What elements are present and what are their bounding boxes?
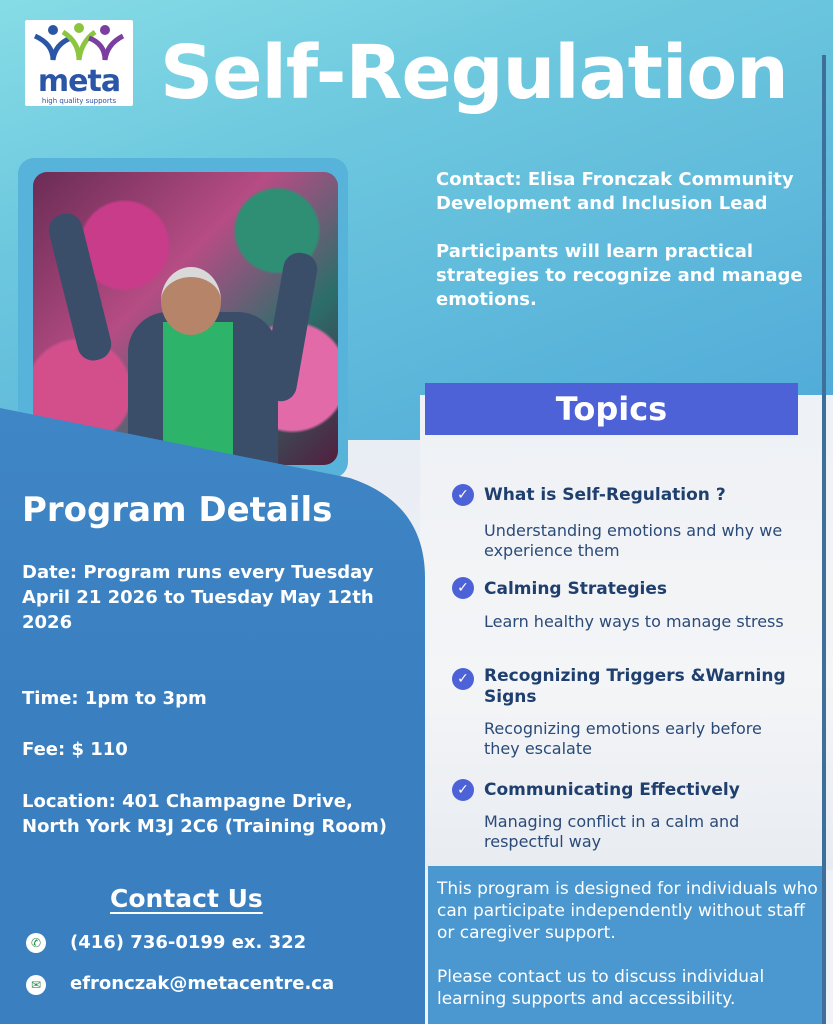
note-accessibility: Please contact us to discuss individual learning supports and accessibility. (437, 967, 765, 1009)
logo-tagline: high quality supports (41, 97, 117, 105)
intro-text: Participants will learn practical strategies to recognize and manage emotions. (436, 241, 803, 310)
topic-title: Calming Strategies (484, 579, 668, 599)
topic-desc: Recognizing emotions early before they escalate (484, 719, 762, 758)
program-date: Date: Program runs every Tuesday April 21 2026 to Tuesday May 12th 2026 (22, 562, 374, 633)
contact-person: Contact: Elisa Fronczak Community Development and Inclusion Lead (436, 169, 794, 214)
topic-title: Communicating Effectively (484, 780, 740, 800)
topic-desc: Managing conflict in a calm and respectful way (484, 812, 740, 851)
phone-icon: ✆ (26, 933, 46, 953)
program-location: Location: 401 Champagne Drive, North York M3J 2C6 (Training Room) (22, 791, 388, 837)
check-icon: ✓ (452, 484, 474, 506)
topic-title: Recognizing Triggers &Warning Signs (484, 666, 786, 707)
page-title: Self-Regulation (160, 30, 788, 116)
program-time: Time: 1pm to 3pm (22, 688, 207, 709)
program-details-heading: Program Details (22, 490, 333, 530)
contact-us-heading: Contact Us (110, 884, 263, 913)
topic-title: What is Self-Regulation ? (484, 485, 726, 505)
topic-desc: Learn healthy ways to manage stress (484, 612, 784, 631)
note-independence: This program is designed for individuals who can participate independently without staff or caregiver support. (437, 879, 818, 943)
participant-photo (33, 172, 338, 465)
intro-block (436, 168, 806, 336)
email-link[interactable]: efronczak@metacentre.ca (70, 973, 335, 994)
topics-heading: Topics (425, 383, 798, 435)
eligibility-note (437, 878, 822, 1024)
meta-logo (25, 20, 133, 106)
phone-number[interactable]: (416) 736-0199 ex. 322 (70, 932, 307, 953)
check-icon: ✓ (452, 668, 474, 690)
email-icon: ✉ (26, 975, 46, 995)
people-figures-icon (33, 22, 125, 64)
check-icon: ✓ (452, 577, 474, 599)
program-fee: Fee: $ 110 (22, 739, 128, 760)
divider-line (822, 55, 826, 1024)
topic-desc: Understanding emotions and why we experience them (484, 521, 783, 560)
logo-wordmark: meta (37, 64, 121, 99)
check-icon: ✓ (452, 779, 474, 801)
